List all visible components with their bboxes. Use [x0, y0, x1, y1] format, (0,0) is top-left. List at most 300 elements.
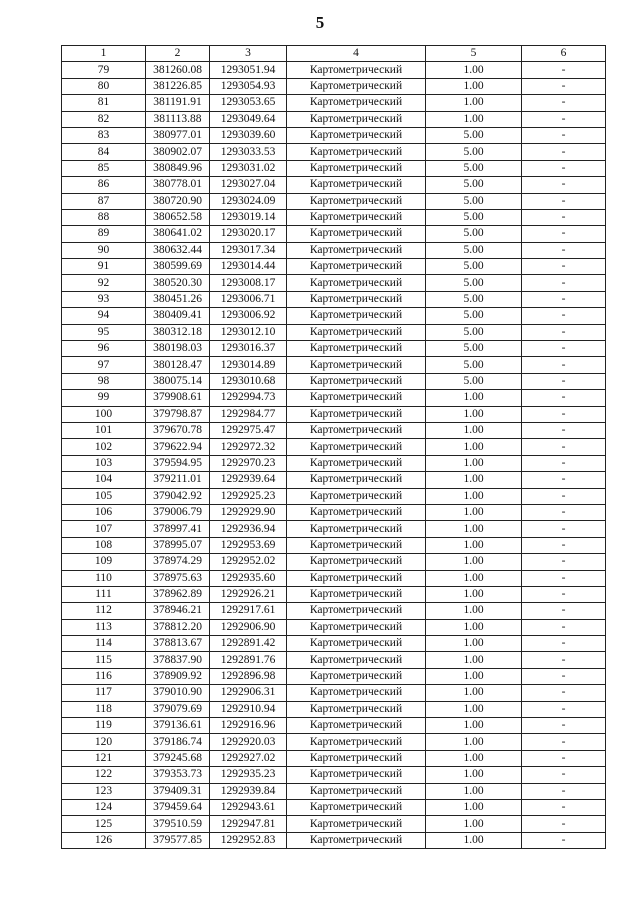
accuracy-cell: 5.00: [426, 127, 522, 143]
note-cell: -: [522, 78, 606, 94]
point-number-cell: 99: [62, 390, 146, 406]
accuracy-cell: 1.00: [426, 422, 522, 438]
x-coordinate-cell: 380198.03: [146, 341, 210, 357]
accuracy-cell: 1.00: [426, 783, 522, 799]
table-row: [62, 488, 606, 504]
table-row: [62, 521, 606, 537]
x-coordinate-cell: 379798.87: [146, 406, 210, 422]
y-coordinate-cell: 1292925.23: [210, 488, 287, 504]
method-cell: Картометрический: [287, 504, 426, 520]
y-coordinate-cell: 1293053.65: [210, 95, 287, 111]
method-cell: Картометрический: [287, 603, 426, 619]
accuracy-cell: 1.00: [426, 718, 522, 734]
accuracy-cell: 1.00: [426, 685, 522, 701]
x-coordinate-cell: 379594.95: [146, 455, 210, 471]
point-number-cell: 100: [62, 406, 146, 422]
method-cell: Картометрический: [287, 209, 426, 225]
note-cell: -: [522, 586, 606, 602]
x-coordinate-cell: 380128.47: [146, 357, 210, 373]
accuracy-cell: 5.00: [426, 308, 522, 324]
y-coordinate-cell: 1292927.02: [210, 750, 287, 766]
coordinates-table: [61, 45, 606, 849]
accuracy-cell: 1.00: [426, 554, 522, 570]
table-row: [62, 242, 606, 258]
x-coordinate-cell: 379079.69: [146, 701, 210, 717]
x-coordinate-cell: 381260.08: [146, 62, 210, 78]
x-coordinate-cell: 379622.94: [146, 439, 210, 455]
accuracy-cell: 1.00: [426, 488, 522, 504]
method-cell: Картометрический: [287, 816, 426, 832]
y-coordinate-cell: 1293008.17: [210, 275, 287, 291]
point-number-cell: 105: [62, 488, 146, 504]
table-row: [62, 291, 606, 307]
accuracy-cell: 1.00: [426, 406, 522, 422]
point-number-cell: 94: [62, 308, 146, 324]
method-cell: Картометрический: [287, 291, 426, 307]
table-row: [62, 767, 606, 783]
x-coordinate-cell: 380632.44: [146, 242, 210, 258]
x-coordinate-cell: 378962.89: [146, 586, 210, 602]
y-coordinate-cell: 1292929.90: [210, 504, 287, 520]
table-row: [62, 341, 606, 357]
point-number-cell: 87: [62, 193, 146, 209]
x-coordinate-cell: 381226.85: [146, 78, 210, 94]
note-cell: -: [522, 291, 606, 307]
method-cell: Картометрический: [287, 734, 426, 750]
y-coordinate-cell: 1293019.14: [210, 209, 287, 225]
accuracy-cell: 1.00: [426, 832, 522, 848]
table-row: [62, 95, 606, 111]
column-header: 6: [522, 46, 606, 62]
point-number-cell: 82: [62, 111, 146, 127]
y-coordinate-cell: 1292906.31: [210, 685, 287, 701]
table-row: [62, 308, 606, 324]
accuracy-cell: 1.00: [426, 619, 522, 635]
method-cell: Картометрический: [287, 832, 426, 848]
table-row: [62, 193, 606, 209]
point-number-cell: 88: [62, 209, 146, 225]
y-coordinate-cell: 1293033.53: [210, 144, 287, 160]
note-cell: -: [522, 193, 606, 209]
note-cell: -: [522, 488, 606, 504]
note-cell: -: [522, 439, 606, 455]
note-cell: -: [522, 95, 606, 111]
x-coordinate-cell: 380720.90: [146, 193, 210, 209]
point-number-cell: 84: [62, 144, 146, 160]
point-number-cell: 110: [62, 570, 146, 586]
accuracy-cell: 5.00: [426, 160, 522, 176]
note-cell: -: [522, 160, 606, 176]
table-row: [62, 472, 606, 488]
note-cell: -: [522, 668, 606, 684]
y-coordinate-cell: 1292935.23: [210, 767, 287, 783]
note-cell: -: [522, 406, 606, 422]
method-cell: Картометрический: [287, 373, 426, 389]
note-cell: -: [522, 816, 606, 832]
point-number-cell: 80: [62, 78, 146, 94]
point-number-cell: 124: [62, 799, 146, 815]
accuracy-cell: 1.00: [426, 767, 522, 783]
accuracy-cell: 5.00: [426, 209, 522, 225]
method-cell: Картометрический: [287, 570, 426, 586]
accuracy-cell: 1.00: [426, 78, 522, 94]
column-header: 4: [287, 46, 426, 62]
method-cell: Картометрический: [287, 783, 426, 799]
x-coordinate-cell: 379010.90: [146, 685, 210, 701]
x-coordinate-cell: 378975.63: [146, 570, 210, 586]
method-cell: Картометрический: [287, 177, 426, 193]
y-coordinate-cell: 1292920.03: [210, 734, 287, 750]
method-cell: Картометрический: [287, 242, 426, 258]
note-cell: -: [522, 259, 606, 275]
x-coordinate-cell: 380902.07: [146, 144, 210, 160]
note-cell: -: [522, 832, 606, 848]
column-header: 5: [426, 46, 522, 62]
method-cell: Картометрический: [287, 586, 426, 602]
method-cell: Картометрический: [287, 455, 426, 471]
x-coordinate-cell: 379670.78: [146, 422, 210, 438]
table-row: [62, 373, 606, 389]
method-cell: Картометрический: [287, 193, 426, 209]
note-cell: -: [522, 504, 606, 520]
column-header: 1: [62, 46, 146, 62]
method-cell: Картометрический: [287, 488, 426, 504]
accuracy-cell: 5.00: [426, 259, 522, 275]
table-body: [62, 62, 606, 849]
table-row: [62, 455, 606, 471]
note-cell: -: [522, 209, 606, 225]
y-coordinate-cell: 1293024.09: [210, 193, 287, 209]
accuracy-cell: 5.00: [426, 226, 522, 242]
method-cell: Картометрический: [287, 406, 426, 422]
y-coordinate-cell: 1292891.42: [210, 636, 287, 652]
x-coordinate-cell: 381113.88: [146, 111, 210, 127]
y-coordinate-cell: 1292972.32: [210, 439, 287, 455]
accuracy-cell: 1.00: [426, 816, 522, 832]
accuracy-cell: 1.00: [426, 668, 522, 684]
accuracy-cell: 1.00: [426, 586, 522, 602]
column-header: 3: [210, 46, 287, 62]
table-row: [62, 537, 606, 553]
method-cell: Картометрический: [287, 668, 426, 684]
table-row: [62, 127, 606, 143]
point-number-cell: 97: [62, 357, 146, 373]
page-number: 5: [315, 13, 325, 32]
table-row: [62, 439, 606, 455]
method-cell: Картометрический: [287, 685, 426, 701]
header-row: [62, 46, 606, 62]
x-coordinate-cell: 380641.02: [146, 226, 210, 242]
point-number-cell: 79: [62, 62, 146, 78]
method-cell: Картометрический: [287, 799, 426, 815]
y-coordinate-cell: 1292975.47: [210, 422, 287, 438]
accuracy-cell: 1.00: [426, 537, 522, 553]
x-coordinate-cell: 378909.92: [146, 668, 210, 684]
table-row: [62, 586, 606, 602]
point-number-cell: 95: [62, 324, 146, 340]
method-cell: Картометрический: [287, 127, 426, 143]
accuracy-cell: 1.00: [426, 652, 522, 668]
point-number-cell: 112: [62, 603, 146, 619]
method-cell: Картометрический: [287, 767, 426, 783]
accuracy-cell: 5.00: [426, 291, 522, 307]
x-coordinate-cell: 380312.18: [146, 324, 210, 340]
accuracy-cell: 5.00: [426, 193, 522, 209]
x-coordinate-cell: 379459.64: [146, 799, 210, 815]
method-cell: Картометрический: [287, 750, 426, 766]
table-row: [62, 636, 606, 652]
accuracy-cell: 1.00: [426, 636, 522, 652]
accuracy-cell: 1.00: [426, 734, 522, 750]
x-coordinate-cell: 379136.61: [146, 718, 210, 734]
x-coordinate-cell: 378974.29: [146, 554, 210, 570]
note-cell: -: [522, 750, 606, 766]
note-cell: -: [522, 177, 606, 193]
method-cell: Картометрический: [287, 275, 426, 291]
note-cell: -: [522, 701, 606, 717]
x-coordinate-cell: 380075.14: [146, 373, 210, 389]
accuracy-cell: 1.00: [426, 570, 522, 586]
note-cell: -: [522, 242, 606, 258]
y-coordinate-cell: 1293014.89: [210, 357, 287, 373]
point-number-cell: 98: [62, 373, 146, 389]
x-coordinate-cell: 379908.61: [146, 390, 210, 406]
point-number-cell: 103: [62, 455, 146, 471]
y-coordinate-cell: 1292917.61: [210, 603, 287, 619]
table-row: [62, 422, 606, 438]
x-coordinate-cell: 379186.74: [146, 734, 210, 750]
point-number-cell: 117: [62, 685, 146, 701]
x-coordinate-cell: 378812.20: [146, 619, 210, 635]
accuracy-cell: 1.00: [426, 504, 522, 520]
point-number-cell: 102: [62, 439, 146, 455]
point-number-cell: 119: [62, 718, 146, 734]
point-number-cell: 108: [62, 537, 146, 553]
y-coordinate-cell: 1292916.96: [210, 718, 287, 734]
note-cell: -: [522, 734, 606, 750]
y-coordinate-cell: 1292910.94: [210, 701, 287, 717]
accuracy-cell: 5.00: [426, 324, 522, 340]
x-coordinate-cell: 380977.01: [146, 127, 210, 143]
point-number-cell: 125: [62, 816, 146, 832]
table-row: [62, 718, 606, 734]
method-cell: Картометрический: [287, 652, 426, 668]
point-number-cell: 85: [62, 160, 146, 176]
note-cell: -: [522, 226, 606, 242]
y-coordinate-cell: 1293027.04: [210, 177, 287, 193]
note-cell: -: [522, 603, 606, 619]
y-coordinate-cell: 1292953.69: [210, 537, 287, 553]
method-cell: Картометрический: [287, 324, 426, 340]
y-coordinate-cell: 1292952.02: [210, 554, 287, 570]
column-header: 2: [146, 46, 210, 62]
method-cell: Картометрический: [287, 111, 426, 127]
accuracy-cell: 1.00: [426, 455, 522, 471]
note-cell: -: [522, 799, 606, 815]
y-coordinate-cell: 1292984.77: [210, 406, 287, 422]
point-number-cell: 120: [62, 734, 146, 750]
note-cell: -: [522, 62, 606, 78]
method-cell: Картометрический: [287, 160, 426, 176]
method-cell: Картометрический: [287, 422, 426, 438]
x-coordinate-cell: 379006.79: [146, 504, 210, 520]
y-coordinate-cell: 1292906.90: [210, 619, 287, 635]
note-cell: -: [522, 554, 606, 570]
y-coordinate-cell: 1292896.98: [210, 668, 287, 684]
method-cell: Картометрический: [287, 701, 426, 717]
y-coordinate-cell: 1293012.10: [210, 324, 287, 340]
note-cell: -: [522, 767, 606, 783]
accuracy-cell: 1.00: [426, 750, 522, 766]
note-cell: -: [522, 357, 606, 373]
note-cell: -: [522, 341, 606, 357]
x-coordinate-cell: 379245.68: [146, 750, 210, 766]
x-coordinate-cell: 378995.07: [146, 537, 210, 553]
table-row: [62, 701, 606, 717]
table-row: [62, 160, 606, 176]
accuracy-cell: 1.00: [426, 390, 522, 406]
note-cell: -: [522, 537, 606, 553]
accuracy-cell: 5.00: [426, 177, 522, 193]
x-coordinate-cell: 381191.91: [146, 95, 210, 111]
note-cell: -: [522, 144, 606, 160]
point-number-cell: 107: [62, 521, 146, 537]
method-cell: Картометрический: [287, 341, 426, 357]
method-cell: Картометрический: [287, 259, 426, 275]
point-number-cell: 109: [62, 554, 146, 570]
table-row: [62, 554, 606, 570]
y-coordinate-cell: 1293054.93: [210, 78, 287, 94]
point-number-cell: 89: [62, 226, 146, 242]
method-cell: Картометрический: [287, 357, 426, 373]
table-row: [62, 177, 606, 193]
point-number-cell: 81: [62, 95, 146, 111]
method-cell: Картометрический: [287, 636, 426, 652]
point-number-cell: 96: [62, 341, 146, 357]
table-row: [62, 390, 606, 406]
y-coordinate-cell: 1292939.84: [210, 783, 287, 799]
point-number-cell: 104: [62, 472, 146, 488]
method-cell: Картометрический: [287, 144, 426, 160]
y-coordinate-cell: 1293017.34: [210, 242, 287, 258]
point-number-cell: 83: [62, 127, 146, 143]
point-number-cell: 93: [62, 291, 146, 307]
note-cell: -: [522, 455, 606, 471]
accuracy-cell: 5.00: [426, 357, 522, 373]
method-cell: Картометрический: [287, 472, 426, 488]
accuracy-cell: 1.00: [426, 439, 522, 455]
y-coordinate-cell: 1292935.60: [210, 570, 287, 586]
table-row: [62, 619, 606, 635]
y-coordinate-cell: 1292939.64: [210, 472, 287, 488]
note-cell: -: [522, 521, 606, 537]
x-coordinate-cell: 379211.01: [146, 472, 210, 488]
method-cell: Картометрический: [287, 439, 426, 455]
point-number-cell: 122: [62, 767, 146, 783]
point-number-cell: 118: [62, 701, 146, 717]
y-coordinate-cell: 1293049.64: [210, 111, 287, 127]
note-cell: -: [522, 308, 606, 324]
y-coordinate-cell: 1292943.61: [210, 799, 287, 815]
table-header: [62, 46, 606, 62]
y-coordinate-cell: 1292952.83: [210, 832, 287, 848]
y-coordinate-cell: 1293006.92: [210, 308, 287, 324]
x-coordinate-cell: 379510.59: [146, 816, 210, 832]
table-row: [62, 144, 606, 160]
accuracy-cell: 1.00: [426, 603, 522, 619]
x-coordinate-cell: 379353.73: [146, 767, 210, 783]
point-number-cell: 90: [62, 242, 146, 258]
y-coordinate-cell: 1293006.71: [210, 291, 287, 307]
note-cell: -: [522, 373, 606, 389]
note-cell: -: [522, 652, 606, 668]
y-coordinate-cell: 1292926.21: [210, 586, 287, 602]
accuracy-cell: 1.00: [426, 521, 522, 537]
x-coordinate-cell: 378946.21: [146, 603, 210, 619]
y-coordinate-cell: 1293039.60: [210, 127, 287, 143]
point-number-cell: 115: [62, 652, 146, 668]
point-number-cell: 101: [62, 422, 146, 438]
table-row: [62, 357, 606, 373]
point-number-cell: 123: [62, 783, 146, 799]
table-row: [62, 570, 606, 586]
x-coordinate-cell: 378837.90: [146, 652, 210, 668]
x-coordinate-cell: 380849.96: [146, 160, 210, 176]
table-row: [62, 209, 606, 225]
y-coordinate-cell: 1293014.44: [210, 259, 287, 275]
table-row: [62, 406, 606, 422]
accuracy-cell: 1.00: [426, 472, 522, 488]
point-number-cell: 121: [62, 750, 146, 766]
note-cell: -: [522, 619, 606, 635]
table-row: [62, 62, 606, 78]
accuracy-cell: 5.00: [426, 144, 522, 160]
method-cell: Картометрический: [287, 537, 426, 553]
y-coordinate-cell: 1292891.76: [210, 652, 287, 668]
x-coordinate-cell: 380451.26: [146, 291, 210, 307]
table-row: [62, 275, 606, 291]
x-coordinate-cell: 378813.67: [146, 636, 210, 652]
note-cell: -: [522, 127, 606, 143]
table-row: [62, 783, 606, 799]
note-cell: -: [522, 422, 606, 438]
table-row: [62, 603, 606, 619]
accuracy-cell: 5.00: [426, 242, 522, 258]
accuracy-cell: 1.00: [426, 95, 522, 111]
note-cell: -: [522, 324, 606, 340]
y-coordinate-cell: 1292970.23: [210, 455, 287, 471]
table-row: [62, 734, 606, 750]
point-number-cell: 111: [62, 586, 146, 602]
method-cell: Картометрический: [287, 554, 426, 570]
x-coordinate-cell: 378997.41: [146, 521, 210, 537]
table-row: [62, 799, 606, 815]
method-cell: Картометрический: [287, 226, 426, 242]
x-coordinate-cell: 380652.58: [146, 209, 210, 225]
x-coordinate-cell: 379409.31: [146, 783, 210, 799]
x-coordinate-cell: 379577.85: [146, 832, 210, 848]
note-cell: -: [522, 111, 606, 127]
table-row: [62, 816, 606, 832]
x-coordinate-cell: 380599.69: [146, 259, 210, 275]
y-coordinate-cell: 1292947.81: [210, 816, 287, 832]
table-row: [62, 750, 606, 766]
accuracy-cell: 5.00: [426, 373, 522, 389]
note-cell: -: [522, 275, 606, 291]
table-row: [62, 652, 606, 668]
y-coordinate-cell: 1293051.94: [210, 62, 287, 78]
table-row: [62, 111, 606, 127]
